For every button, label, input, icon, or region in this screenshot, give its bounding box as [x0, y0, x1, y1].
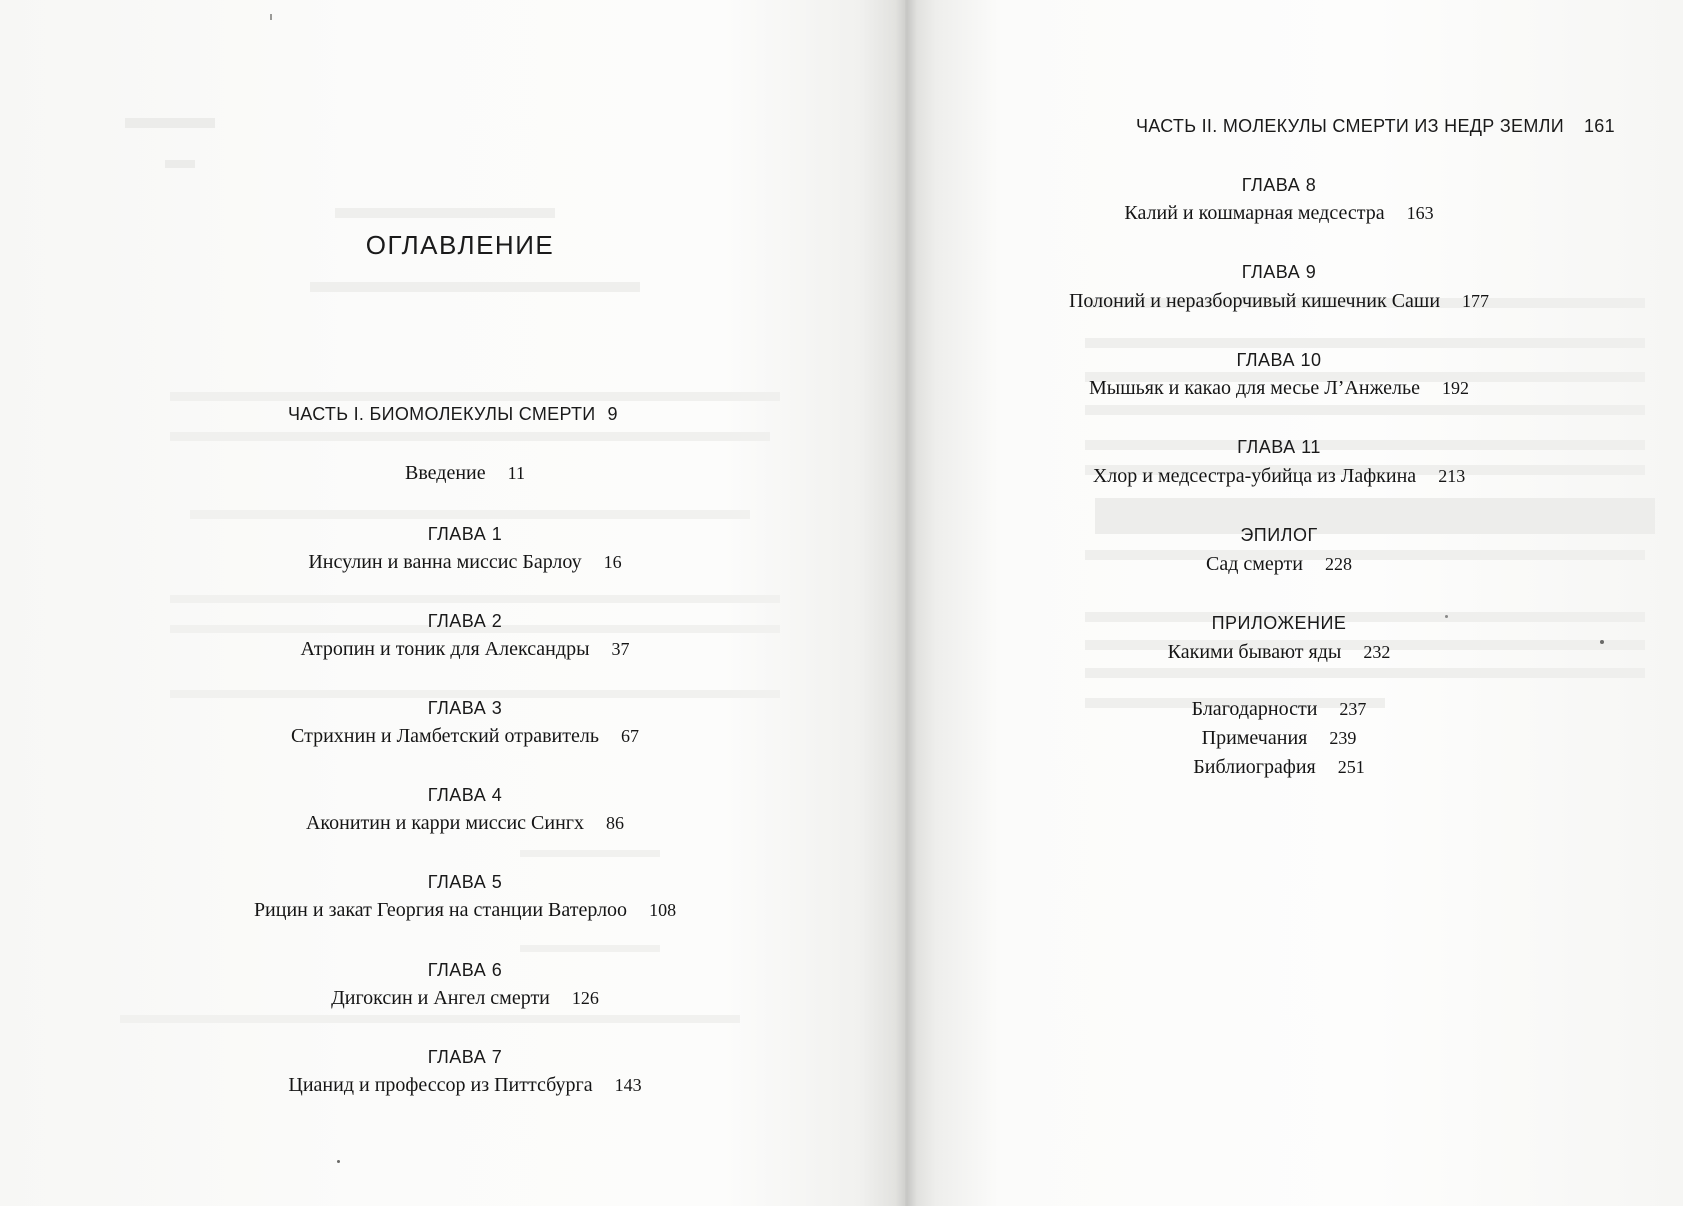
chapter-8-page: 163: [1406, 203, 1434, 223]
part-2-page: 161: [1583, 116, 1615, 136]
appendix-label: ПРИЛОЖЕНИЕ: [1211, 613, 1347, 633]
bleed-through-mark: [125, 118, 215, 128]
bleed-through-mark: [1085, 338, 1645, 348]
chapter-2-title: Атропин и тоник для Александры: [300, 638, 590, 660]
intro-page: 11: [507, 463, 525, 483]
epilogue-label: ЭПИЛОГ: [1240, 525, 1318, 545]
appendix-title: Какими бывают яды: [1167, 641, 1342, 663]
chapter-3-label: ГЛАВА 3: [427, 698, 503, 718]
bleed-through-mark: [190, 510, 750, 519]
chapter-6-page: 126: [571, 988, 599, 1008]
chapter-9-title: Полоний и неразборчивый кишечник Саши: [1068, 290, 1441, 312]
acknowledgements-title: Благодарности: [1191, 698, 1318, 720]
chapter-5-title: Рицин и закат Георгия на станции Ватерлоо: [253, 899, 628, 921]
part-1-heading: [288, 404, 618, 425]
bleed-through-mark: [1085, 668, 1645, 678]
part-2-label: ЧАСТЬ II. МОЛЕКУЛЫ СМЕРТИ ИЗ НЕДР ЗЕМЛИ: [1136, 116, 1564, 136]
chapter-1-page: 16: [603, 552, 622, 572]
chapter-1-label: ГЛАВА 1: [427, 524, 503, 544]
bibliography-title: Библиография: [1193, 756, 1316, 778]
chapter-2-entry: [200, 638, 730, 661]
part-1-page: 9: [607, 404, 618, 424]
back-matter-bibliography: [1079, 756, 1479, 779]
epilogue-title: Сад смерти: [1206, 553, 1303, 575]
toc-title: ОГЛАВЛЕНИЕ: [365, 230, 555, 260]
chapter-11-title: Хлор и медсестра-убийца из Лафкина: [1092, 465, 1417, 487]
notes-page: 239: [1329, 728, 1357, 748]
chapter-11-label: ГЛАВА 11: [1237, 437, 1321, 457]
chapter-6-entry: [200, 987, 730, 1010]
chapter-7-title: Цианид и профессор из Питтсбурга: [288, 1074, 593, 1096]
chapter-5-entry: [180, 899, 750, 922]
chapter-9-page: 177: [1462, 291, 1490, 311]
intro-title: Введение: [405, 462, 486, 484]
chapter-3-page: 67: [620, 726, 639, 746]
chapter-10-page: 192: [1442, 378, 1469, 398]
appendix-page: 232: [1363, 642, 1391, 662]
chapter-11-page: 213: [1438, 466, 1466, 486]
bleed-through-mark: [165, 160, 195, 168]
epilogue-page: 228: [1324, 554, 1352, 574]
appendix-entry: [1079, 641, 1479, 664]
back-matter-notes: [1079, 727, 1479, 750]
paper-speck: [337, 1160, 340, 1163]
bleed-through-mark: [120, 1015, 740, 1023]
chapter-3-entry: [200, 725, 730, 748]
bleed-through-mark: [170, 595, 780, 603]
paper-speck: [1600, 640, 1604, 644]
bleed-through-mark: [520, 945, 660, 952]
chapter-5-label: ГЛАВА 5: [427, 872, 503, 892]
chapter-8-label: ГЛАВА 8: [1241, 175, 1317, 195]
chapter-6-label: ГЛАВА 6: [427, 960, 503, 980]
epilogue-entry: [1079, 553, 1479, 576]
chapter-10-entry: [1009, 377, 1549, 400]
part-2-heading: [1136, 116, 1615, 137]
chapter-1-title: Инсулин и ванна миссис Барлоу: [308, 551, 582, 573]
chapter-9-entry: [1009, 290, 1549, 313]
chapter-8-entry: [1029, 202, 1529, 225]
bleed-through-mark: [335, 208, 555, 218]
chapter-2-page: 37: [611, 639, 630, 659]
bibliography-page: 251: [1337, 757, 1365, 777]
chapter-10-title: Мышьяк и какао для месье Л’Анжелье: [1089, 377, 1420, 399]
paper-speck: [270, 14, 272, 20]
chapter-9-label: ГЛАВА 9: [1241, 262, 1317, 282]
chapter-5-page: 108: [649, 900, 677, 920]
intro-entry: [265, 462, 665, 485]
acknowledgements-page: 237: [1339, 699, 1367, 719]
paper-speck: [1445, 615, 1448, 618]
book-gutter: [895, 0, 917, 1206]
bleed-through-mark: [170, 392, 780, 401]
chapter-10-label: ГЛАВА 10: [1236, 350, 1322, 370]
chapter-4-entry: [200, 812, 730, 835]
chapter-11-entry: [1009, 465, 1549, 488]
right-page: [905, 0, 1683, 1206]
chapter-4-title: Аконитин и карри миссис Сингх: [305, 812, 585, 834]
chapter-3-title: Стрихнин и Ламбетский отравитель: [291, 725, 599, 747]
chapter-1-entry: [200, 551, 730, 574]
bleed-through-mark: [310, 282, 640, 292]
part-1-label: ЧАСТЬ I. БИОМОЛЕКУЛЫ СМЕРТИ: [288, 404, 596, 424]
chapter-7-label: ГЛАВА 7: [427, 1047, 503, 1067]
chapter-7-entry: [200, 1074, 730, 1097]
chapter-2-label: ГЛАВА 2: [427, 611, 503, 631]
chapter-6-title: Дигоксин и Ангел смерти: [331, 987, 550, 1009]
bleed-through-mark: [520, 850, 660, 857]
bleed-through-mark: [170, 432, 770, 441]
chapter-4-label: ГЛАВА 4: [427, 785, 503, 805]
chapter-4-page: 86: [606, 813, 625, 833]
bleed-through-mark: [1085, 405, 1645, 415]
chapter-7-page: 143: [614, 1075, 642, 1095]
notes-title: Примечания: [1201, 727, 1308, 749]
back-matter-acknowledgements: [1079, 698, 1479, 721]
chapter-8-title: Калий и кошмарная медсестра: [1124, 202, 1385, 224]
bleed-through-mark: [170, 690, 780, 698]
